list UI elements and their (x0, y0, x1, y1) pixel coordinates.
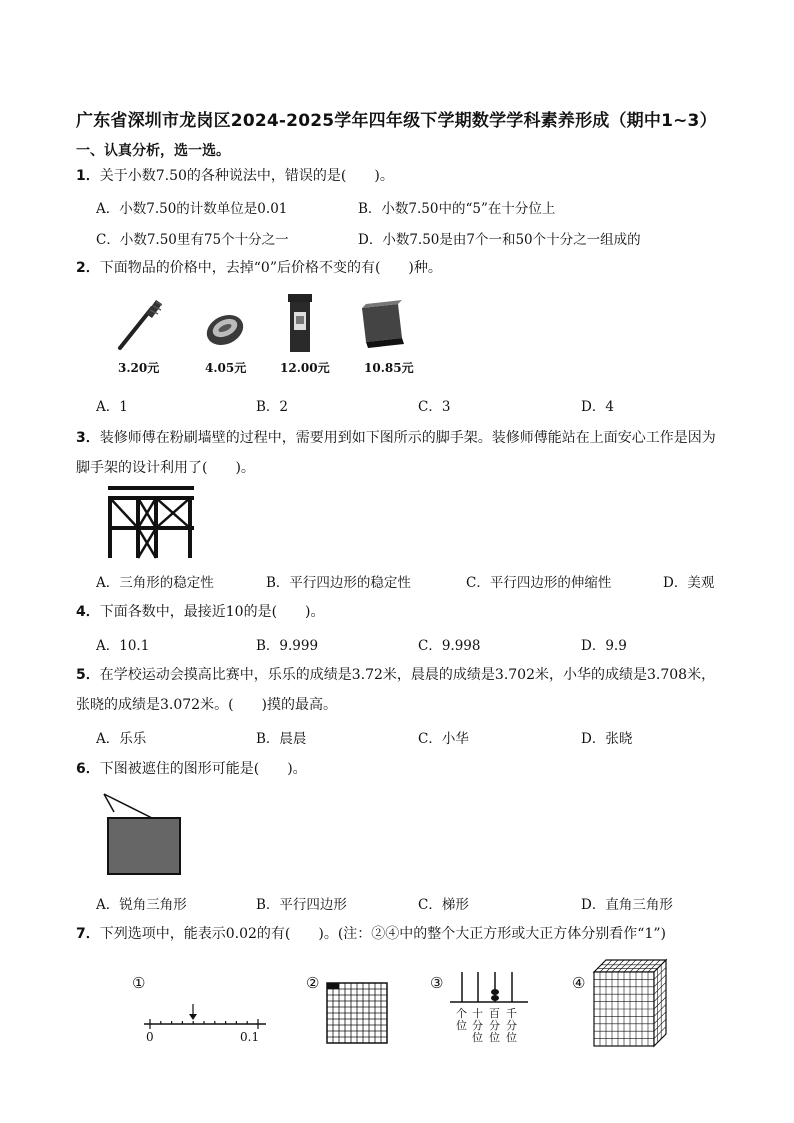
option-b[interactable]: B．晨晨 (256, 731, 307, 747)
option-b[interactable]: B．9.999 (256, 638, 319, 654)
option-c[interactable]: C．小华 (418, 731, 469, 747)
question-number: 2． (76, 260, 100, 276)
question-number: 4． (76, 604, 100, 620)
q4-options (96, 634, 756, 658)
page-title: 广东省深圳市龙岗区2024-2025学年四年级下学期数学学科素养形成（期中1~3） (76, 111, 717, 131)
question-number: 5． (76, 667, 100, 683)
towel-icon (362, 300, 404, 348)
option-c[interactable]: C．梯形 (418, 897, 469, 913)
question-text: 在学校运动会摸高比赛中，乐乐的成绩是3.72米，晨晨的成绩是3.702米，小华的成绩是3.708米， (99, 667, 716, 683)
question-number: 1． (76, 168, 100, 184)
number-line-end: 0.1 (240, 1030, 260, 1044)
abacus-label-hundredths: 百分位 (489, 1007, 500, 1044)
question-3 (76, 423, 746, 453)
toothpaste-icon (288, 294, 312, 352)
option-b[interactable]: B．小数7.50中的“5”在十分位上 (358, 201, 556, 217)
option-d[interactable]: D．张晓 (581, 731, 633, 747)
option-d[interactable]: D．直角三角形 (581, 897, 673, 913)
option-c[interactable]: C．小数7.50里有75个十分之一 (96, 232, 289, 248)
option-d[interactable]: D．4 (581, 399, 614, 415)
price-towel: 10.85元 (364, 361, 414, 375)
question-text: 装修师傅在粉刷墙壁的过程中，需要用到如下图所示的脚手架。装修师傅能站在上面安心工作是因为 (99, 430, 716, 446)
option-a[interactable]: A．锐角三角形 (96, 897, 187, 913)
products-figure (112, 292, 432, 352)
option-c[interactable]: C．平行四边形的伸缩性 (466, 575, 612, 591)
question-text: 下面物品的价格中，去掉“0”后价格不变的有( )种。 (99, 260, 442, 276)
option-c[interactable]: C．9.998 (418, 638, 481, 654)
figure-1-label: ① (132, 974, 146, 992)
question-7 (76, 919, 746, 949)
question-2 (76, 253, 746, 283)
question-5-line2 (76, 690, 746, 720)
price-toothpaste: 12.00元 (280, 361, 330, 375)
option-c[interactable]: C．3 (418, 399, 451, 415)
option-a[interactable]: A．1 (96, 399, 128, 415)
abacus-label-tenths: 十分位 (472, 1007, 483, 1044)
abacus-figure (448, 968, 530, 1004)
question-text: 下面各数中，最接近10的是( )。 (99, 604, 325, 620)
abacus-label-ones: 个位 (456, 1007, 467, 1032)
option-a[interactable]: A．小数7.50的计数单位是0.01 (96, 201, 288, 217)
price-toothbrush: 3.20元 (118, 361, 160, 375)
q2-options (96, 395, 756, 419)
question-6 (76, 754, 746, 784)
figure-3-label: ③ (430, 974, 444, 992)
soap-icon (202, 309, 248, 350)
question-text: 脚手架的设计利用了( )。 (76, 460, 255, 476)
question-number: 3． (76, 430, 100, 446)
toothbrush-icon (120, 300, 162, 348)
hundred-grid-figure (326, 982, 388, 1044)
number-line-figure (142, 1002, 270, 1032)
question-5 (76, 660, 746, 690)
q3-options (96, 571, 756, 595)
q5-options (96, 727, 756, 751)
question-1 (76, 161, 746, 191)
figure-4-label: ④ (572, 974, 586, 992)
option-a[interactable]: A．三角形的稳定性 (96, 575, 214, 591)
question-text: 下列选项中，能表示0.02的有( )。(注：②④中的整个大正方形或大正方体分别看作“1”) (99, 926, 666, 942)
option-b[interactable]: B．2 (256, 399, 289, 415)
section-heading: 一、认真分析，选一选。 (76, 143, 230, 159)
q1-options-row2 (96, 228, 756, 252)
scaffold-figure (104, 484, 198, 560)
option-a[interactable]: A．10.1 (96, 638, 150, 654)
q6-options (96, 893, 756, 917)
option-d[interactable]: D．小数7.50是由7个一和50个十分之一组成的 (358, 232, 641, 248)
option-b[interactable]: B．平行四边形的稳定性 (266, 575, 411, 591)
abacus-label-thousandths: 千分位 (506, 1007, 517, 1044)
question-3-line2 (76, 453, 746, 483)
question-text: 下图被遮住的图形可能是( )。 (99, 761, 307, 777)
option-d[interactable]: D．美观 (663, 575, 715, 591)
number-line-start: 0 (146, 1030, 154, 1044)
question-text: 关于小数7.50的各种说法中，错误的是( )。 (99, 168, 394, 184)
option-d[interactable]: D．9.9 (581, 638, 627, 654)
figure-2-label: ② (306, 974, 320, 992)
question-text: 张晓的成绩是3.072米。( )摸的最高。 (76, 697, 338, 713)
thousand-cube-figure (592, 958, 668, 1048)
price-soap: 4.05元 (205, 361, 247, 375)
option-a[interactable]: A．乐乐 (96, 731, 147, 747)
hidden-shape-figure (102, 790, 184, 878)
question-4 (76, 597, 746, 627)
q1-options-row1 (96, 197, 756, 221)
question-number: 7． (76, 926, 100, 942)
option-b[interactable]: B．平行四边形 (256, 897, 347, 913)
question-number: 6． (76, 761, 100, 777)
